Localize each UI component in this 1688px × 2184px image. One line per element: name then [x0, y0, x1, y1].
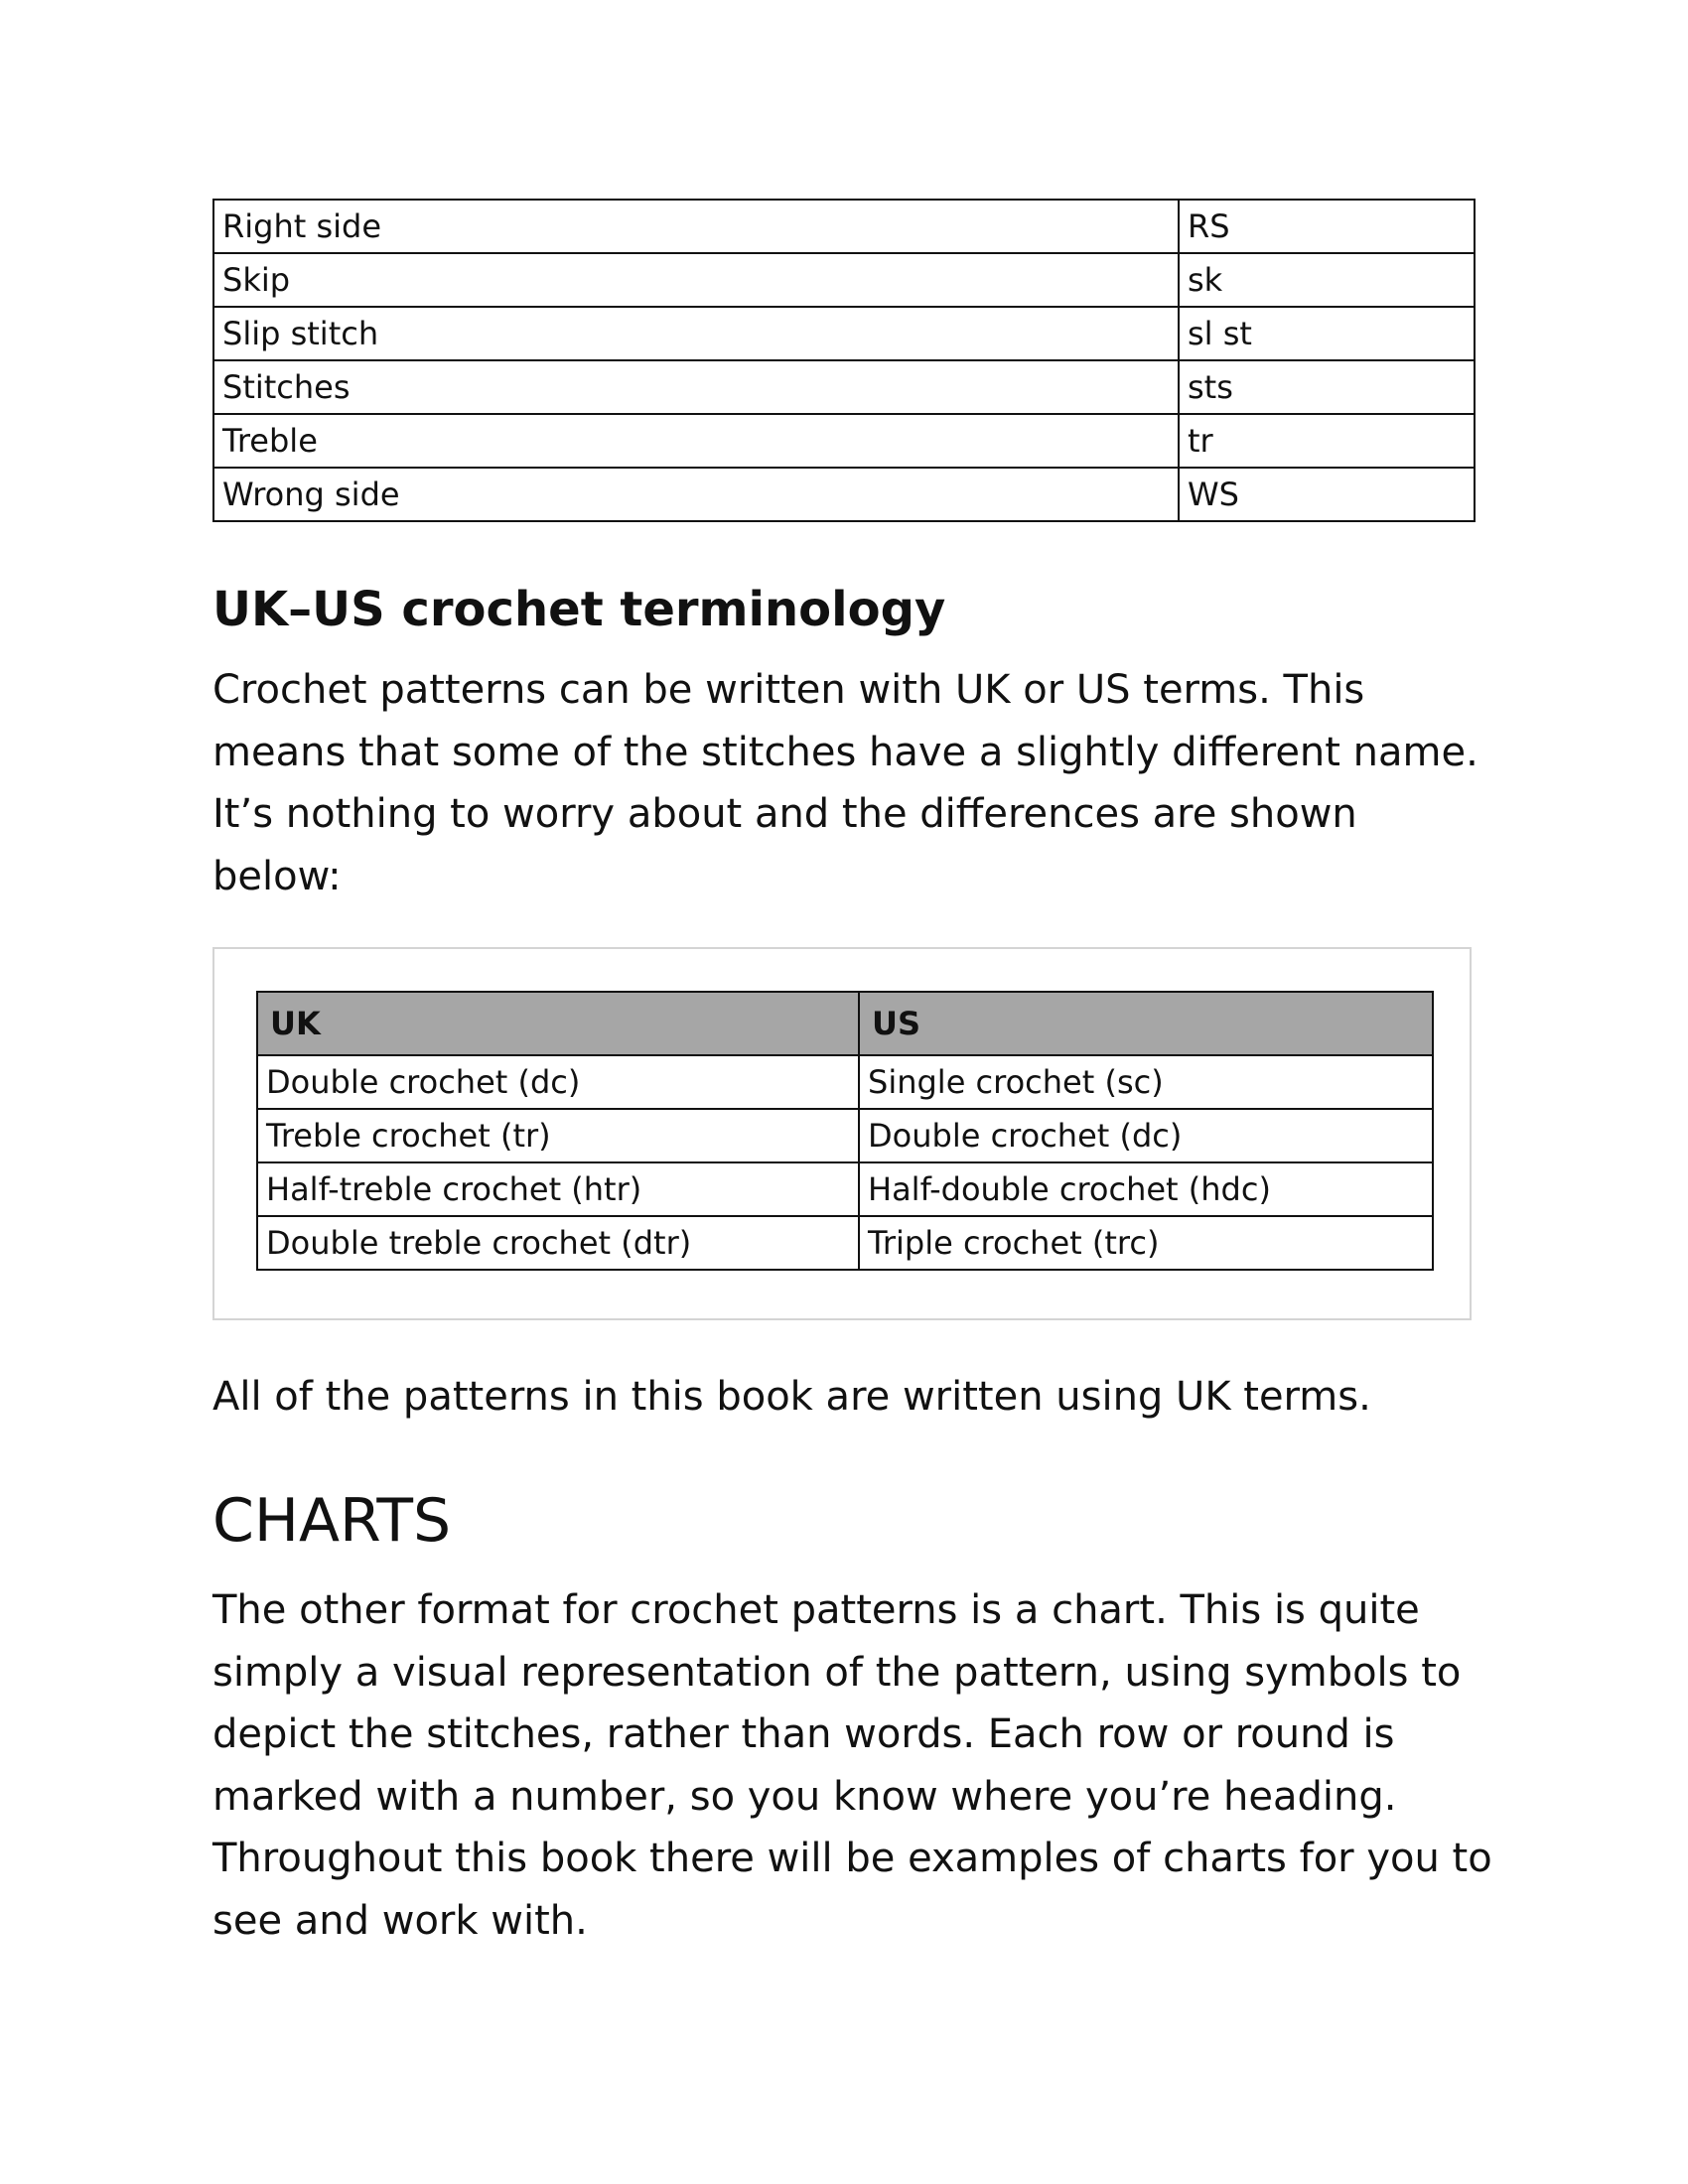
table-row [213, 414, 1475, 468]
uk-term-cell: Treble crochet (tr) [257, 1109, 859, 1162]
us-column-header: US [859, 992, 1433, 1055]
table-row [257, 1162, 1433, 1216]
abbreviation-cell: RS [1179, 200, 1475, 253]
term-cell: Treble [213, 414, 1179, 468]
table-row [213, 253, 1475, 307]
uk-terms-note: All of the patterns in this book are written using UK terms. [212, 1374, 1371, 1420]
us-term-cell: Double crochet (dc) [859, 1109, 1433, 1162]
table-row [213, 307, 1475, 360]
table-row [213, 360, 1475, 414]
abbreviation-cell: tr [1179, 414, 1475, 468]
abbreviations-table [212, 199, 1476, 522]
table-row [213, 200, 1475, 253]
terminology-heading: UK–US crochet terminology [212, 582, 946, 637]
charts-body: The other format for crochet patterns is a chart. This is quite simply a visual representation of the pattern, using symbols to depict the stitches, rather than words. Each row or round is marked with a number, so you know where you’re heading. Throughout this book there will be examples of charts for you to see and work with. [212, 1587, 1492, 1944]
abbreviation-cell: sts [1179, 360, 1475, 414]
charts-heading: CHARTS [212, 1486, 452, 1556]
table-row [257, 1216, 1433, 1270]
us-term-cell: Triple crochet (trc) [859, 1216, 1433, 1270]
abbreviation-cell: WS [1179, 468, 1475, 521]
uk-us-terms-table [256, 991, 1434, 1271]
table-row [257, 1055, 1433, 1109]
term-cell: Right side [213, 200, 1179, 253]
table-header-row [257, 992, 1433, 1055]
uk-term-cell: Double crochet (dc) [257, 1055, 859, 1109]
uk-term-cell: Half-treble crochet (htr) [257, 1162, 859, 1216]
abbreviation-cell: sk [1179, 253, 1475, 307]
us-term-cell: Half-double crochet (hdc) [859, 1162, 1433, 1216]
terminology-table-frame [212, 947, 1472, 1320]
uk-column-header: UK [257, 992, 859, 1055]
table-row [257, 1109, 1433, 1162]
term-cell: Stitches [213, 360, 1179, 414]
uk-term-cell: Double treble crochet (dtr) [257, 1216, 859, 1270]
us-term-cell: Single crochet (sc) [859, 1055, 1433, 1109]
term-cell: Wrong side [213, 468, 1179, 521]
term-cell: Skip [213, 253, 1179, 307]
abbreviation-cell: sl st [1179, 307, 1475, 360]
terminology-intro: Crochet patterns can be written with UK or US terms. This means that some of the stitches have a slightly different name. It’s nothing to worry about and the differences are shown below: [212, 667, 1478, 899]
term-cell: Slip stitch [213, 307, 1179, 360]
table-row [213, 468, 1475, 521]
